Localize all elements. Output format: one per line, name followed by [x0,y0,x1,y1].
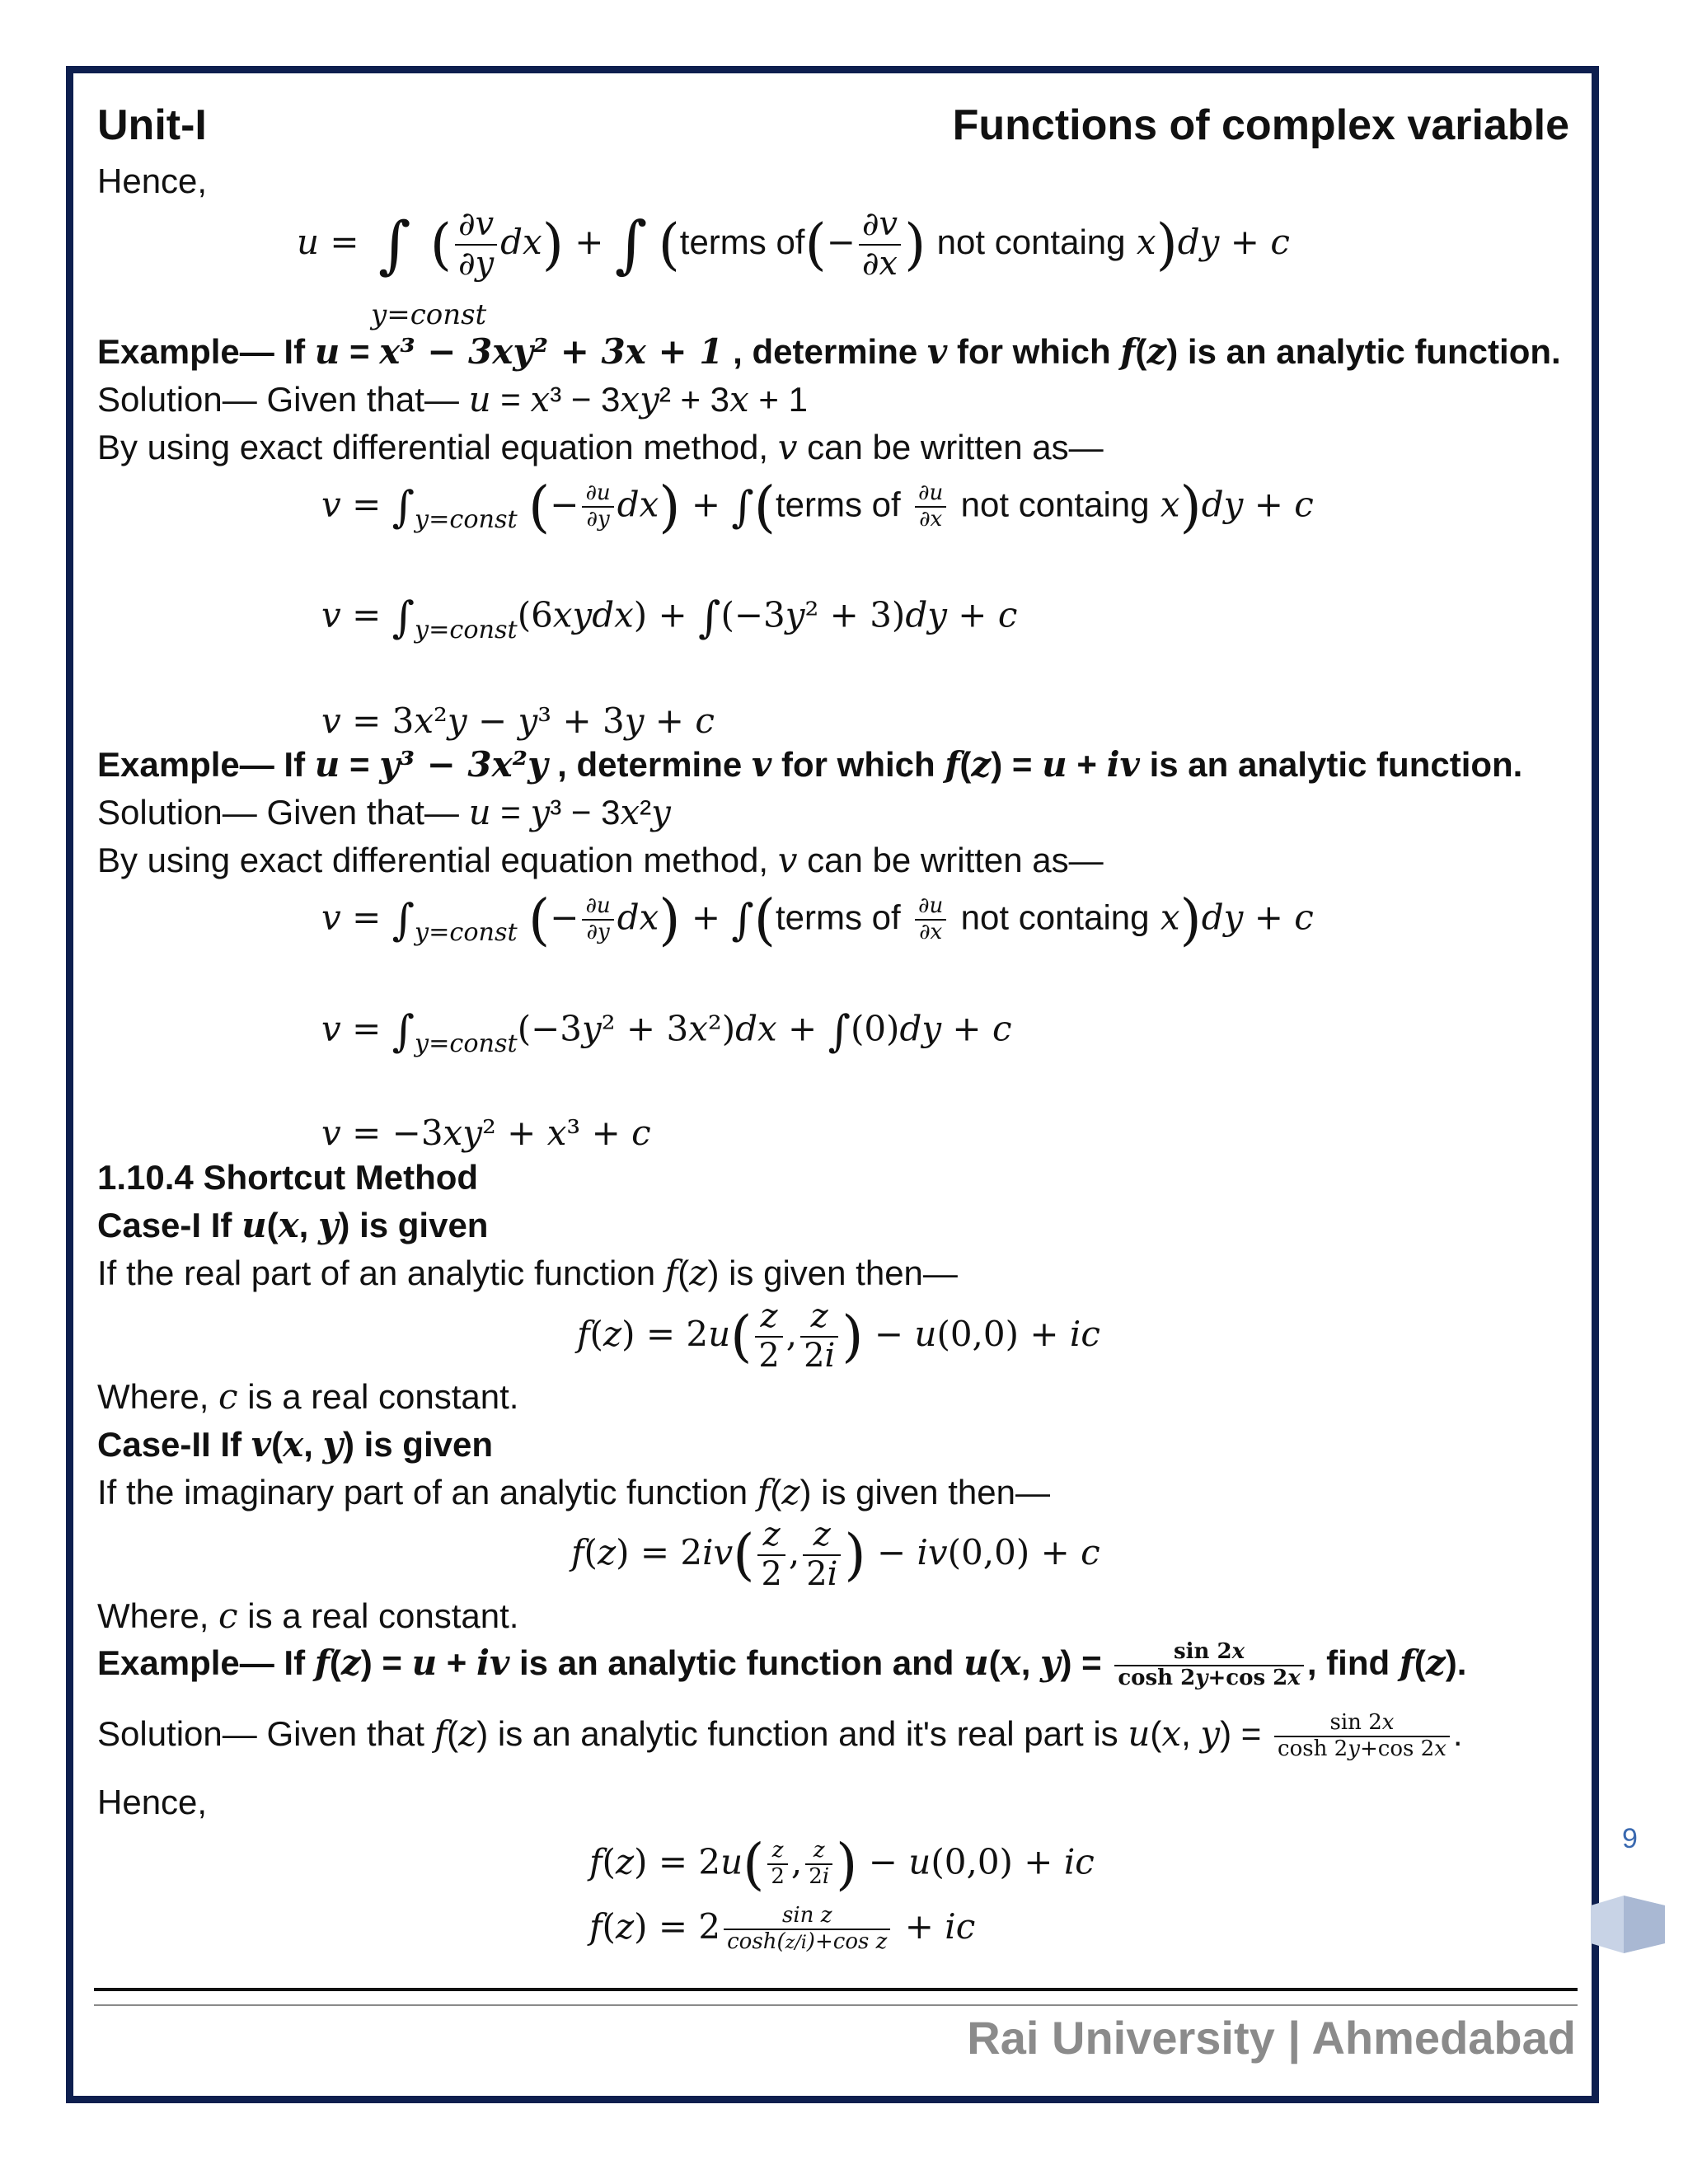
footer-rule-light [94,2004,1578,2006]
case-2-description: If the imaginary part of an analytic function f(z) is given then— [97,1472,1050,1512]
page-tab-icon [1591,1896,1665,1953]
case-2-heading: Case-II If v(x, y) is given [97,1424,493,1465]
footer-university: Rai University | Ahmedabad [967,2012,1576,2064]
example-3-eq-2: f(z) = 2 $\frac{\text{sin z}}{\text{cosh(z/i)+cos z}}$ + ic [589,1903,976,1954]
example-2-method: By using exact differential equation method, v can be written as— [97,840,1104,880]
hence-label-2: Hence, [97,1783,208,1821]
chapter-title: Functions of complex variable [952,101,1569,149]
example-2-given: Solution— Given that— u = y³ − 3x²y [97,792,671,832]
section-heading: 1.10.4 Shortcut Method [97,1158,479,1197]
example-2-eq-2: $v = \int_{y=const}(-3y^2 + 3x^2)dx + \int(0)dy + c$ [321,1006,1012,1059]
case-1-description: If the real part of an analytic function f(z) is given then— [97,1253,958,1293]
page-number: 9 [1622,1823,1638,1854]
example-2-eq-1: $v = \int_{y=const}$ (− $\frac{\partial u}{\partial y}$ dx) + ∫(terms of $\frac{\partial u}{\partial x}$ not containg x)dy + c [321,888,1314,952]
example-1-given: Solution— Given that— u = x³ − 3xy² + 3x + 1 [97,379,808,419]
case-2-formula: f(z) = 2iv( $\frac{z}{2}$ , $\frac{z}{2i}$ ) − iv(0,0) + c [571,1516,1100,1593]
case-1-formula: f(z) = 2u( $\frac{z}{2}$ , $\frac{z}{2i}$ ) − u(0,0) + ic [577,1297,1100,1375]
integral-limit-label: y=const [371,298,487,331]
hence-label: Hence, [97,162,208,200]
case-1-where: Where, c is a real constant. [97,1376,519,1417]
example-1-result: v = 3x²y − y³ + 3y + c [321,701,715,741]
example-3-statement: Example— If f(z) = u + iv is an analytic function and u(x, y) = $\frac{\sin 2x}{\cosh 2y+\cos 2x}$ , find f(z). [97,1639,1467,1690]
case-1-heading: Case-I If u(x, y) is given [97,1205,489,1245]
example-2-result: v = −3xy² + x³ + c [321,1113,651,1153]
example-2-statement: Example— If u = y³ − 3x²y , determine v for which f(z) = u + iv is an analytic function. [97,744,1523,785]
example-1-statement: Example— If u = x³ − 3xy² + 3x + 1 , determine v for which f(z) is an analytic function. [97,331,1561,372]
unit-label: Unit-I [97,101,207,149]
example-1-eq-2: $v = \int_{y=const}(6xydx) + \int(-3y^2 + 3)dy + c$ [321,593,1018,645]
formula-u-general: u = ∫ ( $\frac{\partial v}{\partial y}$ dx) + ∫ (terms of(− $\frac{\partial v}{\partial x}$ ) not containg x)dy + c [297,205,1290,283]
case-2-where: Where, c is a real constant. [97,1596,519,1636]
example-1-method: By using exact differential equation method, v can be written as— [97,427,1104,467]
footer-rule-dark [94,1988,1578,1991]
example-3-eq-1: f(z) = 2u( $\frac{z}{2}$ , $\frac{z}{2i}$ ) − u(0,0) + ic [589,1832,1095,1896]
example-1-eq-1: $v = \int_{y=const}$ (− $\frac{\partial u}{\partial y}$ dx) + ∫(terms of $\frac{\partial u}{\partial x}$ not containg x)dy + c [321,475,1314,539]
example-3-given: Solution— Given that f(z) is an analytic function and it's real part is u(x, y) = $\frac{\sin 2x}{\cosh 2y+\cos 2x}$ . [97,1710,1463,1761]
